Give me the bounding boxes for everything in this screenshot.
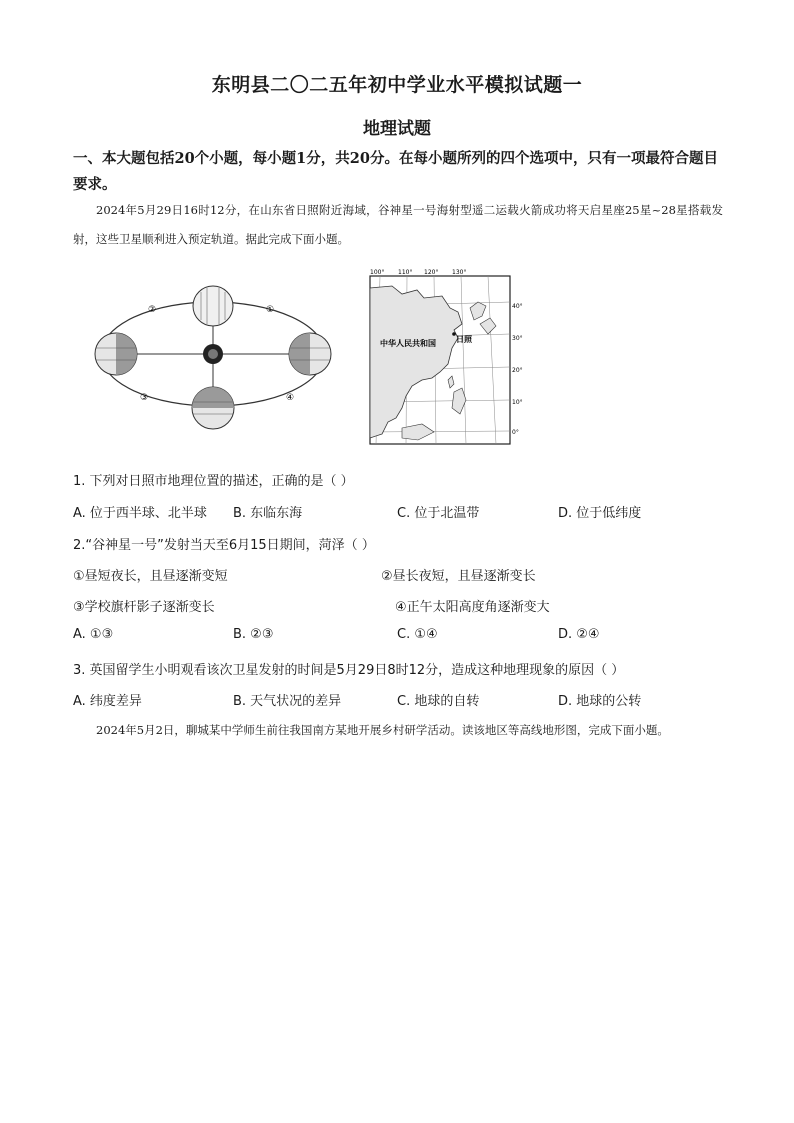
question-1-stem: 1. 下列对日照市地理位置的描述，正确的是（ ） (73, 474, 354, 489)
lon-label-120: 120° (424, 269, 439, 276)
east-asia-map (362, 268, 524, 448)
orbit-label-1: ① (266, 305, 275, 315)
q2-statement-2: ②昼长夜短，且昼逐渐变长 (381, 569, 536, 584)
section-instruction: 一、本大题包括20个小题，每小题1分，共20分。在每小题所列的四个选项中，只有一项最符合题目要求。 (73, 150, 718, 193)
lat-label-30: 30° (512, 335, 523, 342)
question-2-stem: 2.“谷神星一号”发射当天至6月15日期间，菏泽（ ） (73, 538, 375, 553)
q3-option-b[interactable]: B. 天气状况的差异 (233, 694, 342, 709)
q1-option-a[interactable]: A. 位于西半球、北半球 (73, 506, 207, 521)
lon-label-110: 110° (398, 269, 413, 276)
q2-option-a[interactable]: A. ①③ (73, 627, 114, 642)
q2-statement-1: ①昼短夜长，且昼逐渐变短 (73, 569, 228, 584)
lat-label-20: 20° (512, 367, 523, 374)
earth-left (95, 333, 137, 375)
q1-option-b[interactable]: B. 东临东海 (233, 506, 303, 521)
orbit-label-4: ④ (286, 393, 295, 403)
q1-option-d[interactable]: D. 位于低纬度 (558, 506, 642, 521)
page-title: 东明县二〇二五年初中学业水平模拟试题一 (211, 74, 583, 96)
country-label: 中华人民共和国 (380, 339, 436, 348)
q2-statement-4: ④正午太阳高度角逐渐变大 (395, 600, 550, 615)
q3-option-d[interactable]: D. 地球的公转 (558, 694, 642, 709)
earth-orbit-diagram (88, 282, 346, 442)
q3-option-c[interactable]: C. 地球的自转 (397, 694, 480, 709)
lat-label-10: 10° (512, 399, 523, 406)
question-3-stem: 3. 英国留学生小明观看该次卫星发射的时间是5月29日8时12分，造成这种地理现象的原因（ ） (73, 663, 625, 678)
lon-label-130: 130° (452, 269, 467, 276)
q1-option-c[interactable]: C. 位于北温带 (397, 506, 480, 521)
passage-intro-2: 2024年5月2日，聊城某中学师生前往我国南方某地开展乡村研学活动。读该地区等高线地形图，完成下面小题。 (96, 723, 669, 737)
q2-statement-3: ③学校旗杆影子逐渐变长 (73, 600, 215, 615)
earth-right (289, 333, 331, 375)
lat-label-40: 40° (512, 303, 523, 310)
q2-option-c[interactable]: C. ①④ (397, 627, 438, 642)
earth-bottom (192, 387, 234, 429)
orbit-label-2: ② (148, 305, 157, 315)
earth-top (193, 286, 233, 326)
orbit-label-3: ③ (140, 393, 149, 403)
lon-label-100: 100° (370, 269, 385, 276)
passage-intro-1: 2024年5月29日16时12分，在山东省日照附近海域，谷神星一号海射型遥二运载火箭成功将天启星座25星~28星搭载发射，这些卫星顺利进入预定轨道。据此完成下面小题。 (73, 203, 723, 246)
q2-option-d[interactable]: D. ②④ (558, 627, 600, 642)
rizhao-label: 日照 (456, 335, 472, 344)
q2-option-b[interactable]: B. ②③ (233, 627, 274, 642)
page-subtitle: 地理试题 (363, 119, 431, 139)
q3-option-a[interactable]: A. 纬度差异 (73, 694, 142, 709)
lat-label-0: 0° (512, 429, 519, 436)
